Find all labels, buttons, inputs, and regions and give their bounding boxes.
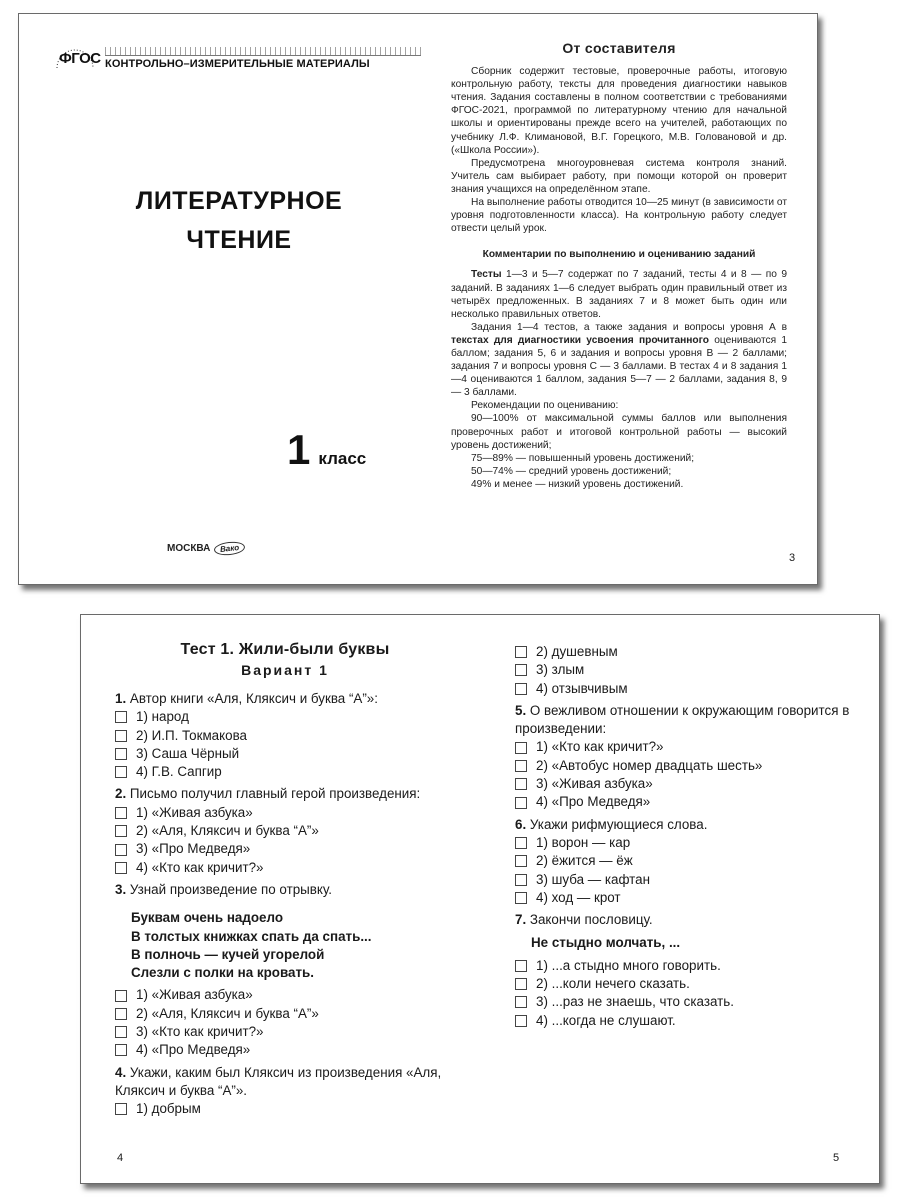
answer-checkbox[interactable] [515, 837, 527, 849]
grade-word: класс [318, 449, 367, 468]
answer-option [515, 757, 851, 775]
question-number: 1. [115, 691, 127, 706]
answer-checkbox[interactable] [515, 742, 527, 754]
question-text: Укажи, каким был Кляксич из произведения «Аля, Кляксич и буква “А”». [115, 1064, 442, 1098]
answer-label: 3) шуба — кафтан [536, 871, 651, 887]
answer-checkbox[interactable] [515, 855, 527, 867]
publisher-line [167, 542, 246, 555]
tests-paragraph [451, 268, 787, 320]
publisher-logo: Вако [214, 540, 246, 556]
answer-option [115, 1023, 455, 1041]
comments-heading: Комментарии по выполнению и оцениванию заданий [482, 249, 756, 261]
answer-checkbox[interactable] [515, 874, 527, 886]
answer-option [515, 793, 851, 811]
preface-paragraph: Предусмотрена многоуровневая система контроля знаний. Учитель сам выбирает работу, при помощи которой он проверит знания учащихся на определённом этапе. [451, 157, 787, 195]
level-item: 50—74% — средний уровень достижений; [471, 465, 672, 477]
level-item: 75—89% — повышенный уровень достижений; [471, 452, 695, 464]
grade-number: 1 [287, 426, 311, 473]
answer-label: 3) «Кто как кричит?» [136, 1024, 264, 1040]
answer-checkbox[interactable] [515, 996, 527, 1008]
scoring-text-pre: Задания 1—4 тестов, а также задания и вопросы уровня А в [471, 321, 787, 333]
page-number: 3 [789, 552, 796, 564]
test-spread [80, 614, 880, 1184]
answer-option [115, 727, 455, 745]
level-item: 49% и менее — низкий уровень достижений. [471, 478, 684, 490]
answer-option [115, 763, 455, 781]
answer-label: 1) добрым [136, 1101, 201, 1117]
answer-option [115, 1005, 455, 1023]
answer-checkbox[interactable] [115, 807, 127, 819]
answer-label: 1) «Живая азбука» [136, 987, 253, 1003]
answer-label: 4) ход — крот [536, 889, 621, 905]
answer-label: 4) Г.В. Сапгир [136, 764, 222, 780]
answer-option [515, 1012, 851, 1030]
preface-paragraph: Сборник содержит тестовые, проверочные работы, итоговую контрольную работу, тексты для проведения диагностики навыков чтения. Задания составлены в полном соответствии с требованиями ФГОС-2021, программой по литературному чтению для начальной школы и ориентированы прежде всего на учителей, работающих по учебнику Л.Ф. Климановой, В.Г. Горецкого, М.В. Головановой и др. («Школа России»). [451, 66, 787, 156]
answer-label: 3) злым [536, 662, 585, 678]
book-title-line-1: ЛИТЕРАТУРНОЕ [135, 187, 343, 215]
answer-checkbox[interactable] [115, 748, 127, 760]
question-number: 3. [115, 881, 127, 897]
answer-checkbox[interactable] [515, 664, 527, 676]
test-column-right [515, 643, 851, 1030]
poem-line: Слезли с полки на кровать. [131, 965, 314, 981]
answer-checkbox[interactable] [115, 862, 127, 874]
question-text: Закончи пословицу. [526, 912, 653, 928]
answer-option [515, 680, 851, 698]
question-number: 7. [515, 912, 527, 928]
question-3 [115, 881, 455, 899]
test-title: Тест 1. Жили-были буквы [180, 641, 390, 658]
answer-checkbox[interactable] [515, 683, 527, 695]
answer-option [515, 871, 851, 889]
series-divider [105, 55, 421, 56]
answer-checkbox[interactable] [115, 844, 127, 856]
answer-label: 3) ...раз не знаешь, что сказать. [536, 994, 734, 1010]
question-1 [115, 690, 455, 708]
answer-option [515, 975, 851, 993]
answer-checkbox[interactable] [115, 1103, 127, 1115]
answer-label: 4) «Кто как кричит?» [136, 859, 264, 875]
answer-option [515, 993, 851, 1011]
page-number: 5 [833, 1152, 840, 1164]
publisher-city: МОСКВА [167, 543, 211, 554]
answer-label: 2) ёжится — ёж [536, 853, 633, 869]
answer-checkbox[interactable] [115, 711, 127, 723]
question-text: Автор книги «Аля, Кляксич и буква “А”»: [126, 691, 378, 706]
question-text: Письмо получил главный герой произведения: [126, 786, 421, 802]
question-number: 4. [115, 1064, 127, 1080]
scoring-text-post: оцениваются 1 баллом; задания 5, 6 и задания и вопросы уровня В — 2 баллами; задания 7 и вопросы уровня С — 3 баллами. В тестах 4 и 8 задания 1—4 оцениваются 1 баллом, задания 5—7 — 2 баллами, задания 8, 9 — 3 баллами. [451, 334, 787, 399]
answer-checkbox[interactable] [515, 1015, 527, 1027]
book-title [89, 182, 389, 260]
variant-title: Вариант 1 [241, 662, 329, 678]
answer-label: 3) «Про Медведя» [136, 841, 251, 857]
scoring-text-bold: текстах для диагностики усвоения прочитанного [451, 334, 709, 346]
answer-label: 4) «Про Медведя» [136, 1042, 251, 1058]
answer-checkbox[interactable] [115, 730, 127, 742]
answer-label: 2) душевным [536, 644, 618, 659]
cover-spread [18, 13, 818, 585]
answer-option [115, 1100, 455, 1118]
question-6 [515, 816, 851, 834]
answer-checkbox[interactable] [515, 760, 527, 772]
answer-checkbox[interactable] [115, 1044, 127, 1056]
answer-option [115, 708, 455, 726]
answer-label: 4) ...когда не слушают. [536, 1012, 676, 1028]
series-header [51, 42, 386, 72]
preface-paragraph: На выполнение работы отводится 10—25 минут (в зависимости от уровня подготовленности класса). На контрольную работу следует отвести целый урок. [451, 197, 788, 235]
answer-label: 1) ворон — кар [536, 834, 631, 850]
answer-label: 2) «Аля, Кляксич и буква “А”» [136, 1005, 319, 1021]
scoring-paragraph [451, 321, 787, 400]
tests-bold: Тесты [471, 269, 502, 281]
answer-option [115, 986, 455, 1004]
answer-option [515, 957, 851, 975]
book-title-line-2: ЧТЕНИЕ [186, 226, 292, 254]
answer-checkbox[interactable] [515, 646, 527, 658]
answer-checkbox[interactable] [115, 1026, 127, 1038]
poem-line: В полночь — кучей угорелой [131, 946, 325, 962]
answer-label: 4) «Про Медведя» [536, 794, 651, 810]
poem-line: В толстых книжках спать да спать... [131, 928, 372, 944]
poem-line: Буквам очень надоело [131, 910, 284, 926]
answer-checkbox[interactable] [515, 797, 527, 809]
answer-option [515, 852, 851, 870]
answer-label: 4) отзывчивым [536, 680, 628, 696]
proverb-start: Не стыдно молчать, ... [531, 935, 681, 951]
answer-label: 1) ...а стыдно много говорить. [536, 957, 721, 973]
answer-option [115, 859, 455, 877]
answer-option [515, 738, 851, 756]
answer-label: 3) Саша Чёрный [136, 745, 240, 761]
grade-label [287, 426, 366, 474]
answer-label: 3) «Живая азбука» [536, 776, 653, 792]
answer-option [115, 822, 455, 840]
answer-option [515, 834, 851, 852]
tests-text: 1—3 и 5—7 содержат по 7 заданий, тесты 4 и 8 — по 9 заданий. В заданиях 1—6 следует выбрать один правильный ответ из четырёх предложенных. В заданиях 7 и 8 может быть один или несколько правильных ответов. [451, 269, 787, 320]
answer-option [115, 804, 455, 822]
preface [451, 42, 787, 491]
test-column-left [115, 641, 455, 1119]
fgos-logo-text: ФГОС [59, 50, 101, 67]
answer-checkbox[interactable] [515, 892, 527, 904]
answer-option [115, 745, 455, 763]
page-number: 4 [117, 1152, 124, 1164]
question-number: 2. [115, 786, 127, 802]
preface-title: От составителя [562, 40, 676, 56]
answer-option [515, 643, 851, 661]
answer-label: 2) И.П. Токмакова [136, 727, 247, 743]
recommend-heading: Рекомендации по оцениванию: [471, 400, 619, 412]
answer-label: 1) «Живая азбука» [136, 804, 253, 820]
answer-label: 1) народ [136, 709, 189, 725]
question-text: Узнай произведение по отрывку. [126, 881, 332, 897]
answer-label: 2) «Автобус номер двадцать шесть» [536, 757, 763, 773]
question-7 [515, 911, 851, 929]
answer-checkbox[interactable] [115, 990, 127, 1002]
series-title: КОНТРОЛЬНО–ИЗМЕРИТЕЛЬНЫЕ МАТЕРИАЛЫ [105, 58, 370, 70]
answer-option [515, 889, 851, 907]
answer-label: 1) «Кто как кричит?» [536, 739, 664, 755]
series-ruler [105, 47, 421, 55]
question-2 [115, 785, 455, 803]
answer-option [115, 840, 455, 858]
question-number: 6. [515, 816, 527, 832]
question-5 [515, 702, 851, 739]
answer-checkbox[interactable] [115, 1008, 127, 1020]
answer-checkbox[interactable] [515, 960, 527, 972]
answer-label: 2) «Аля, Кляксич и буква “А”» [136, 823, 319, 839]
question-4 [115, 1064, 455, 1101]
question-text: О вежливом отношении к окружающим говорится в произведении: [515, 702, 850, 737]
answer-checkbox[interactable] [115, 825, 127, 837]
answer-option [515, 775, 851, 793]
question-text: Укажи рифмующиеся слова. [526, 816, 708, 832]
answer-checkbox[interactable] [515, 778, 527, 790]
poem-excerpt [131, 909, 455, 982]
answer-option [515, 661, 851, 679]
question-number: 5. [515, 702, 527, 718]
answer-option [115, 1041, 455, 1059]
answer-checkbox[interactable] [515, 978, 527, 990]
level-high: 90—100% от максимальной суммы баллов или выполнения проверочных работ и итоговой контрольной работы — высокий уровень достижений; [451, 413, 787, 451]
answer-label: 2) ...коли нечего сказать. [536, 976, 690, 992]
answer-checkbox[interactable] [115, 766, 127, 778]
